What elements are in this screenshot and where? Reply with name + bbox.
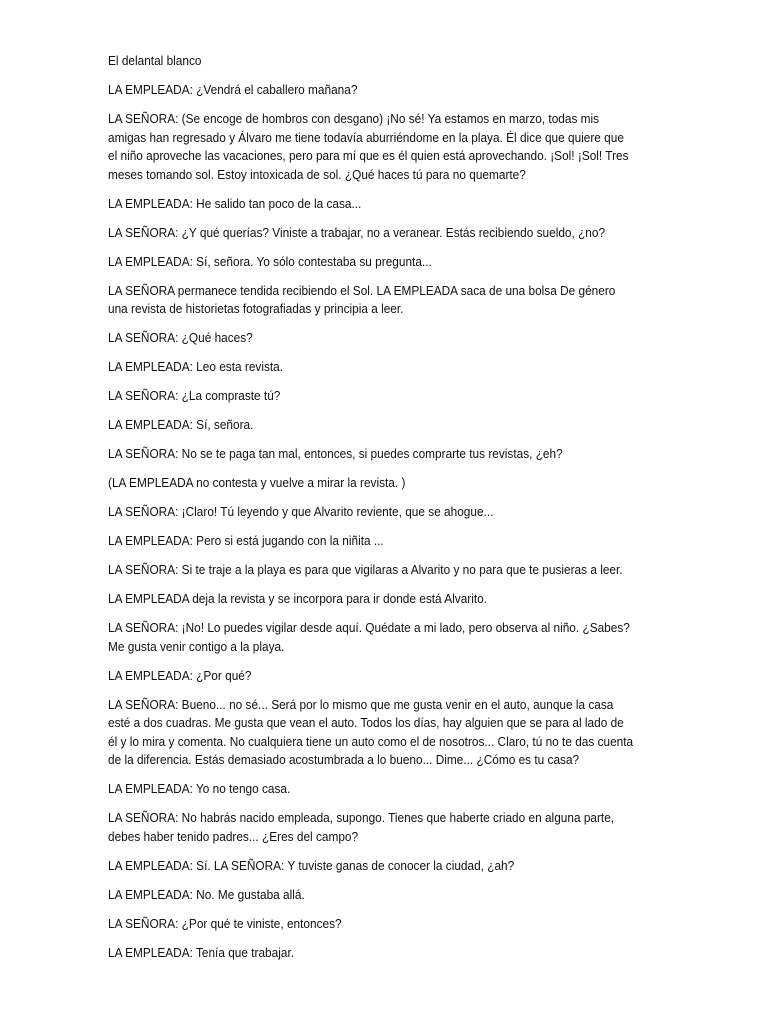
paragraph: LA EMPLEADA: Sí. LA SEÑORA: Y tuviste ganas de conocer la ciudad, ¿ah? [108, 859, 515, 873]
paragraph: LA SEÑORA: No habrás nacido empleada, supongo. Tienes que haberte criado en alguna parte, debes haber tenido padres... ¿Eres del campo? [108, 811, 615, 845]
paragraph: LA EMPLEADA: Yo no tengo casa. [108, 782, 291, 797]
paragraph: LA SEÑORA: ¿Y qué querías? Viniste a trabajar, no a veranear. Estás recibiendo sueldo, ¿no? [108, 225, 606, 240]
paragraph: LA EMPLEADA: ¿Vendrá el caballero mañana? [108, 82, 358, 97]
paragraph: LA SEÑORA: ¿Qué haces? [108, 331, 253, 346]
paragraph: LA SEÑORA: ¿Por qué te viniste, entonces? [108, 916, 342, 931]
paragraph: LA EMPLEADA: Sí, señora. [108, 418, 254, 433]
paragraph: LA EMPLEADA: ¿Por qué? [108, 668, 252, 683]
paragraph: LA SEÑORA: ¡No! Lo puedes vigilar desde aquí. Quédate a mi lado, pero observa al niño. ¿Sabes? Me gusta venir contigo a la playa. [108, 621, 630, 654]
paragraph: LA SEÑORA: ¿La compraste tú? [108, 389, 281, 404]
paragraph: LA SEÑORA: (Se encoge de hombros con desgano) ¡No sé! Ya estamos en marzo, todas mis amigas han regresado y Álvaro me tiene todavía aburriéndome en la playa. Él dice que quiere que el niño aproveche las vacaciones, pero para mí que es él quien está aprovechando. ¡Sol! ¡Sol! Tres meses tomando sol. Estoy intoxicada de sol. ¿Qué haces tú para no quemarte? [108, 111, 629, 182]
paragraph: LA SEÑORA permanece tendida recibiendo el Sol. LA EMPLEADA saca de una bolsa De género una revista de historietas fotografiadas y principia a leer. [108, 283, 616, 317]
paragraph: LA EMPLEADA deja la revista y se incorpora para ir donde está Alvarito. [108, 592, 488, 607]
paragraph: LA EMPLEADA: Sí, señora. Yo sólo contestaba su pregunta... [108, 254, 432, 269]
paragraph: LA SEÑORA: Si te traje a la playa es para que vigilaras a Alvarito y no para que te pusieras a leer. [108, 563, 623, 578]
paragraph: LA SEÑORA: ¡Claro! Tú leyendo y que Alvarito reviente, que se ahogue... [108, 505, 494, 520]
paragraph: LA SEÑORA: No se te paga tan mal, entonces, si puedes comprarte tus revistas, ¿eh? [108, 447, 563, 462]
paragraph: (LA EMPLEADA no contesta y vuelve a mirar la revista. ) [108, 476, 406, 491]
paragraph: LA EMPLEADA: Tenía que trabajar. [108, 945, 295, 960]
document-page [108, 52, 634, 973]
paragraph: LA EMPLEADA: Pero si está jugando con la niñita ... [108, 534, 384, 549]
paragraph: LA EMPLEADA: He salido tan poco de la casa... [108, 196, 362, 211]
document-title: El delantal blanco [108, 54, 202, 68]
paragraph: LA SEÑORA: Bueno... no sé... Será por lo mismo que me gusta venir en el auto, aunque la casa esté a dos cuadras. Me gusta que vean el auto. Todos los días, hay alguien que se para al lado de él y lo mira y comenta. No cualquiera tiene un auto como el de nosotros... Claro, tú no te das cuenta de la diferencia. Estás demasiado acostumbrada a lo bueno... Dime... ¿Cómo es tu casa? [108, 697, 634, 768]
paragraph: LA EMPLEADA: Leo esta revista. [108, 360, 284, 375]
paragraph: LA EMPLEADA: No. Me gustaba allá. [108, 887, 305, 902]
